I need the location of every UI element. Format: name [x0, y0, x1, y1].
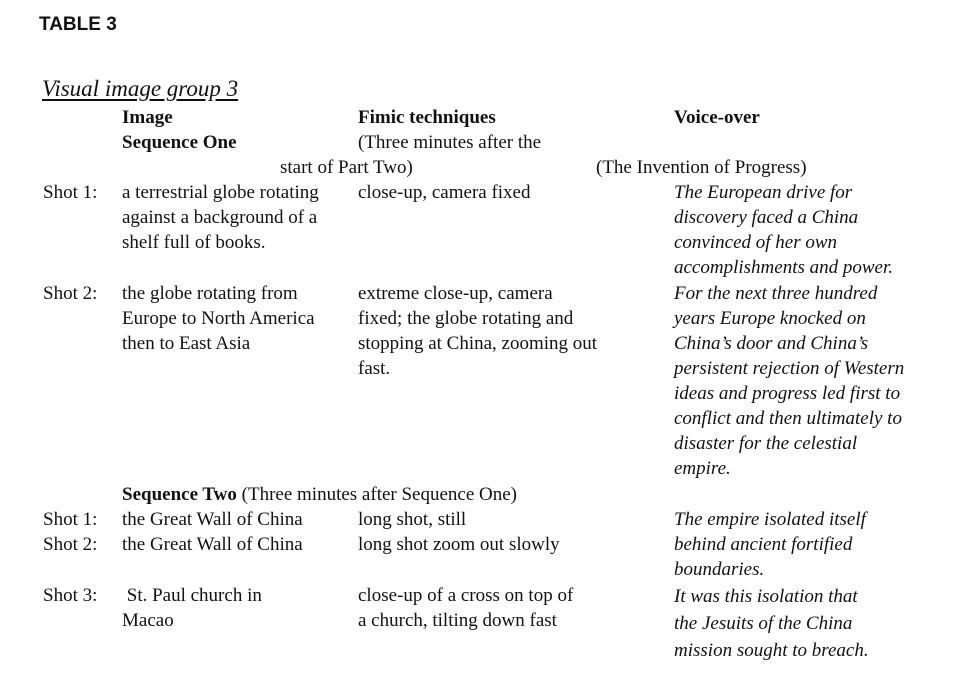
- header-image: Image: [122, 107, 173, 128]
- shot-label: Shot 1:: [43, 182, 98, 203]
- sequence-two-heading: [122, 482, 517, 507]
- shot-label: Shot 1:: [43, 509, 98, 530]
- image-description: St. Paul church in Macao: [122, 585, 262, 631]
- filmic-technique: extreme close-up, camera fixed; the globe rotating and stopping at China, zooming out fast.: [358, 283, 598, 379]
- sequence-two-note: (Three minutes after Sequence One): [236, 484, 518, 505]
- shot-label: Shot 2:: [43, 283, 98, 304]
- header-filmic: Fimic techniques: [358, 107, 496, 128]
- voiceover-text: It was this isolation that the Jesuits of the China mission sought to breach.: [674, 586, 869, 661]
- voiceover-text: The empire isolated itself: [674, 509, 866, 530]
- header-voiceover-sub: (The Invention of Progress): [596, 157, 807, 178]
- shot-label: Shot 2:: [43, 534, 98, 555]
- filmic-technique: long shot, still: [358, 509, 467, 530]
- voiceover-text: The European drive for discovery faced a China convinced of her own accomplishments and power.: [674, 182, 894, 278]
- shot-label: Shot 3:: [43, 585, 98, 606]
- filmic-technique: long shot zoom out slowly: [358, 534, 560, 555]
- voiceover-text: For the next three hundred years Europe knocked on China’s door and China’s persistent rejection of Western ideas and progress led first to conflict and then ultimately to disaster for the celestial empire.: [674, 283, 905, 479]
- sequence-two-label: Sequence Two: [122, 484, 237, 505]
- filmic-technique: close-up of a cross on top of a church, tilting down fast: [358, 585, 574, 631]
- image-description: the Great Wall of China: [122, 534, 303, 555]
- header-filmic-sub1: (Three minutes after the: [358, 132, 542, 153]
- header-filmic-sub2: start of Part Two): [280, 157, 413, 178]
- header-voiceover: Voice-over: [674, 107, 760, 128]
- table-label: TABLE 3: [39, 14, 117, 35]
- image-description: the Great Wall of China: [122, 509, 303, 530]
- voiceover-text: behind ancient fortified boundaries.: [674, 534, 853, 580]
- group-heading: Visual image group 3: [42, 76, 239, 101]
- image-description: the globe rotating from Europe to North America then to East Asia: [122, 283, 315, 354]
- filmic-technique: close-up, camera fixed: [358, 182, 531, 203]
- image-description: a terrestrial globe rotating against a background of a shelf full of books.: [122, 182, 319, 253]
- header-sequence-one: Sequence One: [122, 132, 237, 153]
